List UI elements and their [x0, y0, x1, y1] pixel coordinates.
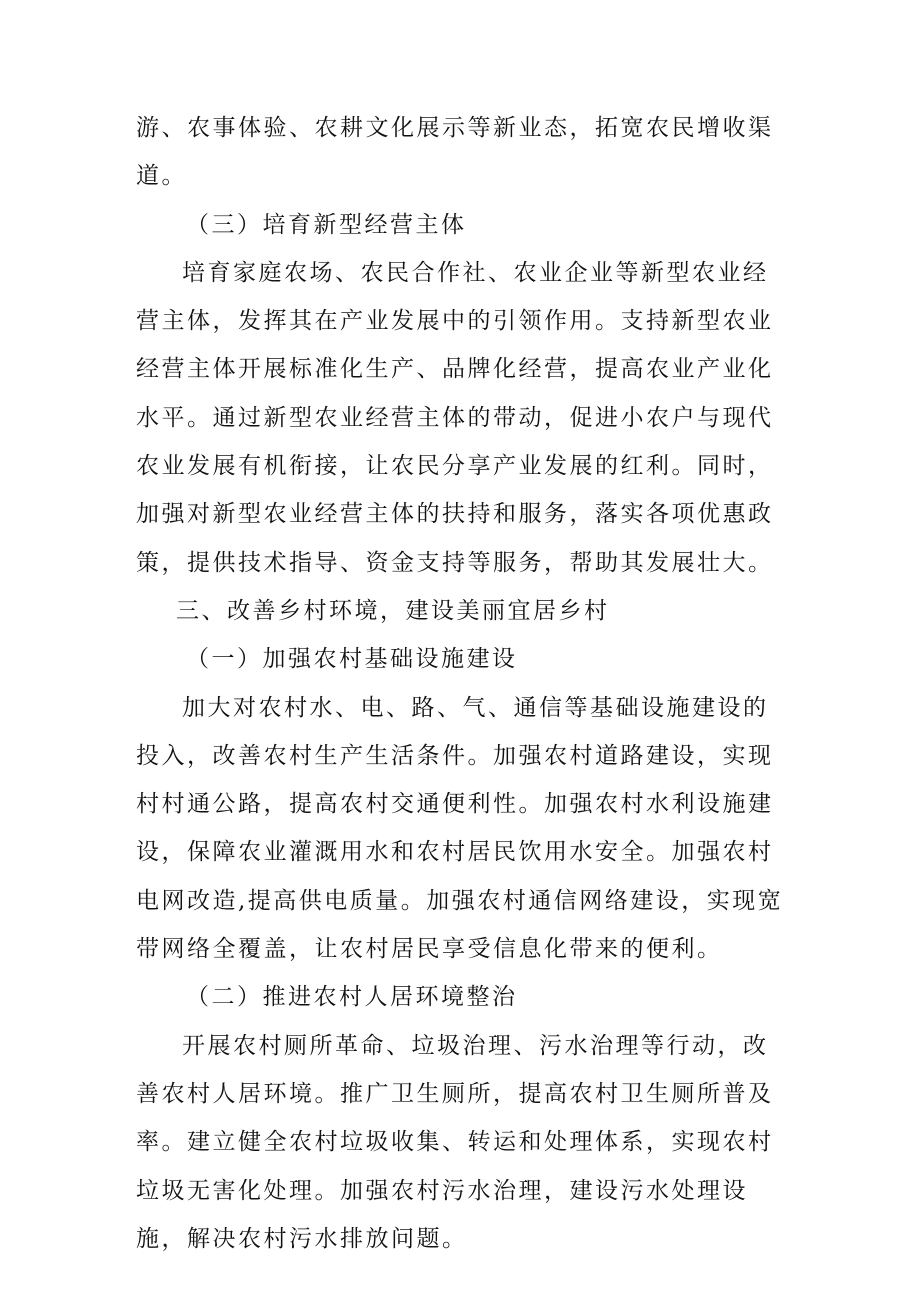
paragraph-new-business-entities: 培育家庭农场、农民合作社、农业企业等新型农业经营主体，发挥其在产业发展中的引领作用。支持新型农业经营主体开展标准化生产、品牌化经营，提高农业产业化水平。通过新型农业经营主体的带动，促进小农户与现代农业发展有机衔接，让农民分享产业发展的红利。同时，加强对新型农业经营主体的扶持和服务，落实各项优惠政策，提供技术指导、资金支持等服务，帮助其发展壮大。 [136, 259, 774, 576]
chapter-heading-improve-rural-environment: 三、改善乡村环境，建设美丽宜居乡村 [176, 597, 610, 624]
document-body [136, 104, 784, 1263]
section-heading-cultivate-new-business-entities: （三）培育新型经营主体 [186, 211, 467, 238]
paragraph-continuation: 游、农事体验、农耕文化展示等新业态，拓宽农民增收渠道。 [136, 115, 774, 190]
paragraph-rural-infrastructure: 加大对农村水、电、路、气、通信等基础设施建设的投入，改善农村生产生活条件。加强农村道路建设，实现村村通公路，提高农村交通便利性。加强农村水利设施建设，保障农业灌溉用水和农村居民饮用水安全。加强农村电网改造,提高供电质量。加强农村通信网络建设，实现宽带网络全覆盖，让农村居民享受信息化带来的便利。 [136, 694, 784, 963]
section-heading-living-environment: （二）推进农村人居环境整治 [186, 984, 518, 1011]
section-heading-rural-infrastructure: （一）加强农村基础设施建设 [186, 646, 518, 673]
paragraph-living-environment: 开展农村厕所革命、垃圾治理、污水治理等行动，改善农村人居环境。推广卫生厕所，提高农村卫生厕所普及率。建立健全农村垃圾收集、转运和处理体系，实现农村垃圾无害化处理。加强农村污水治理，建设污水处理设施，解决农村污水排放问题。 [136, 1032, 774, 1252]
